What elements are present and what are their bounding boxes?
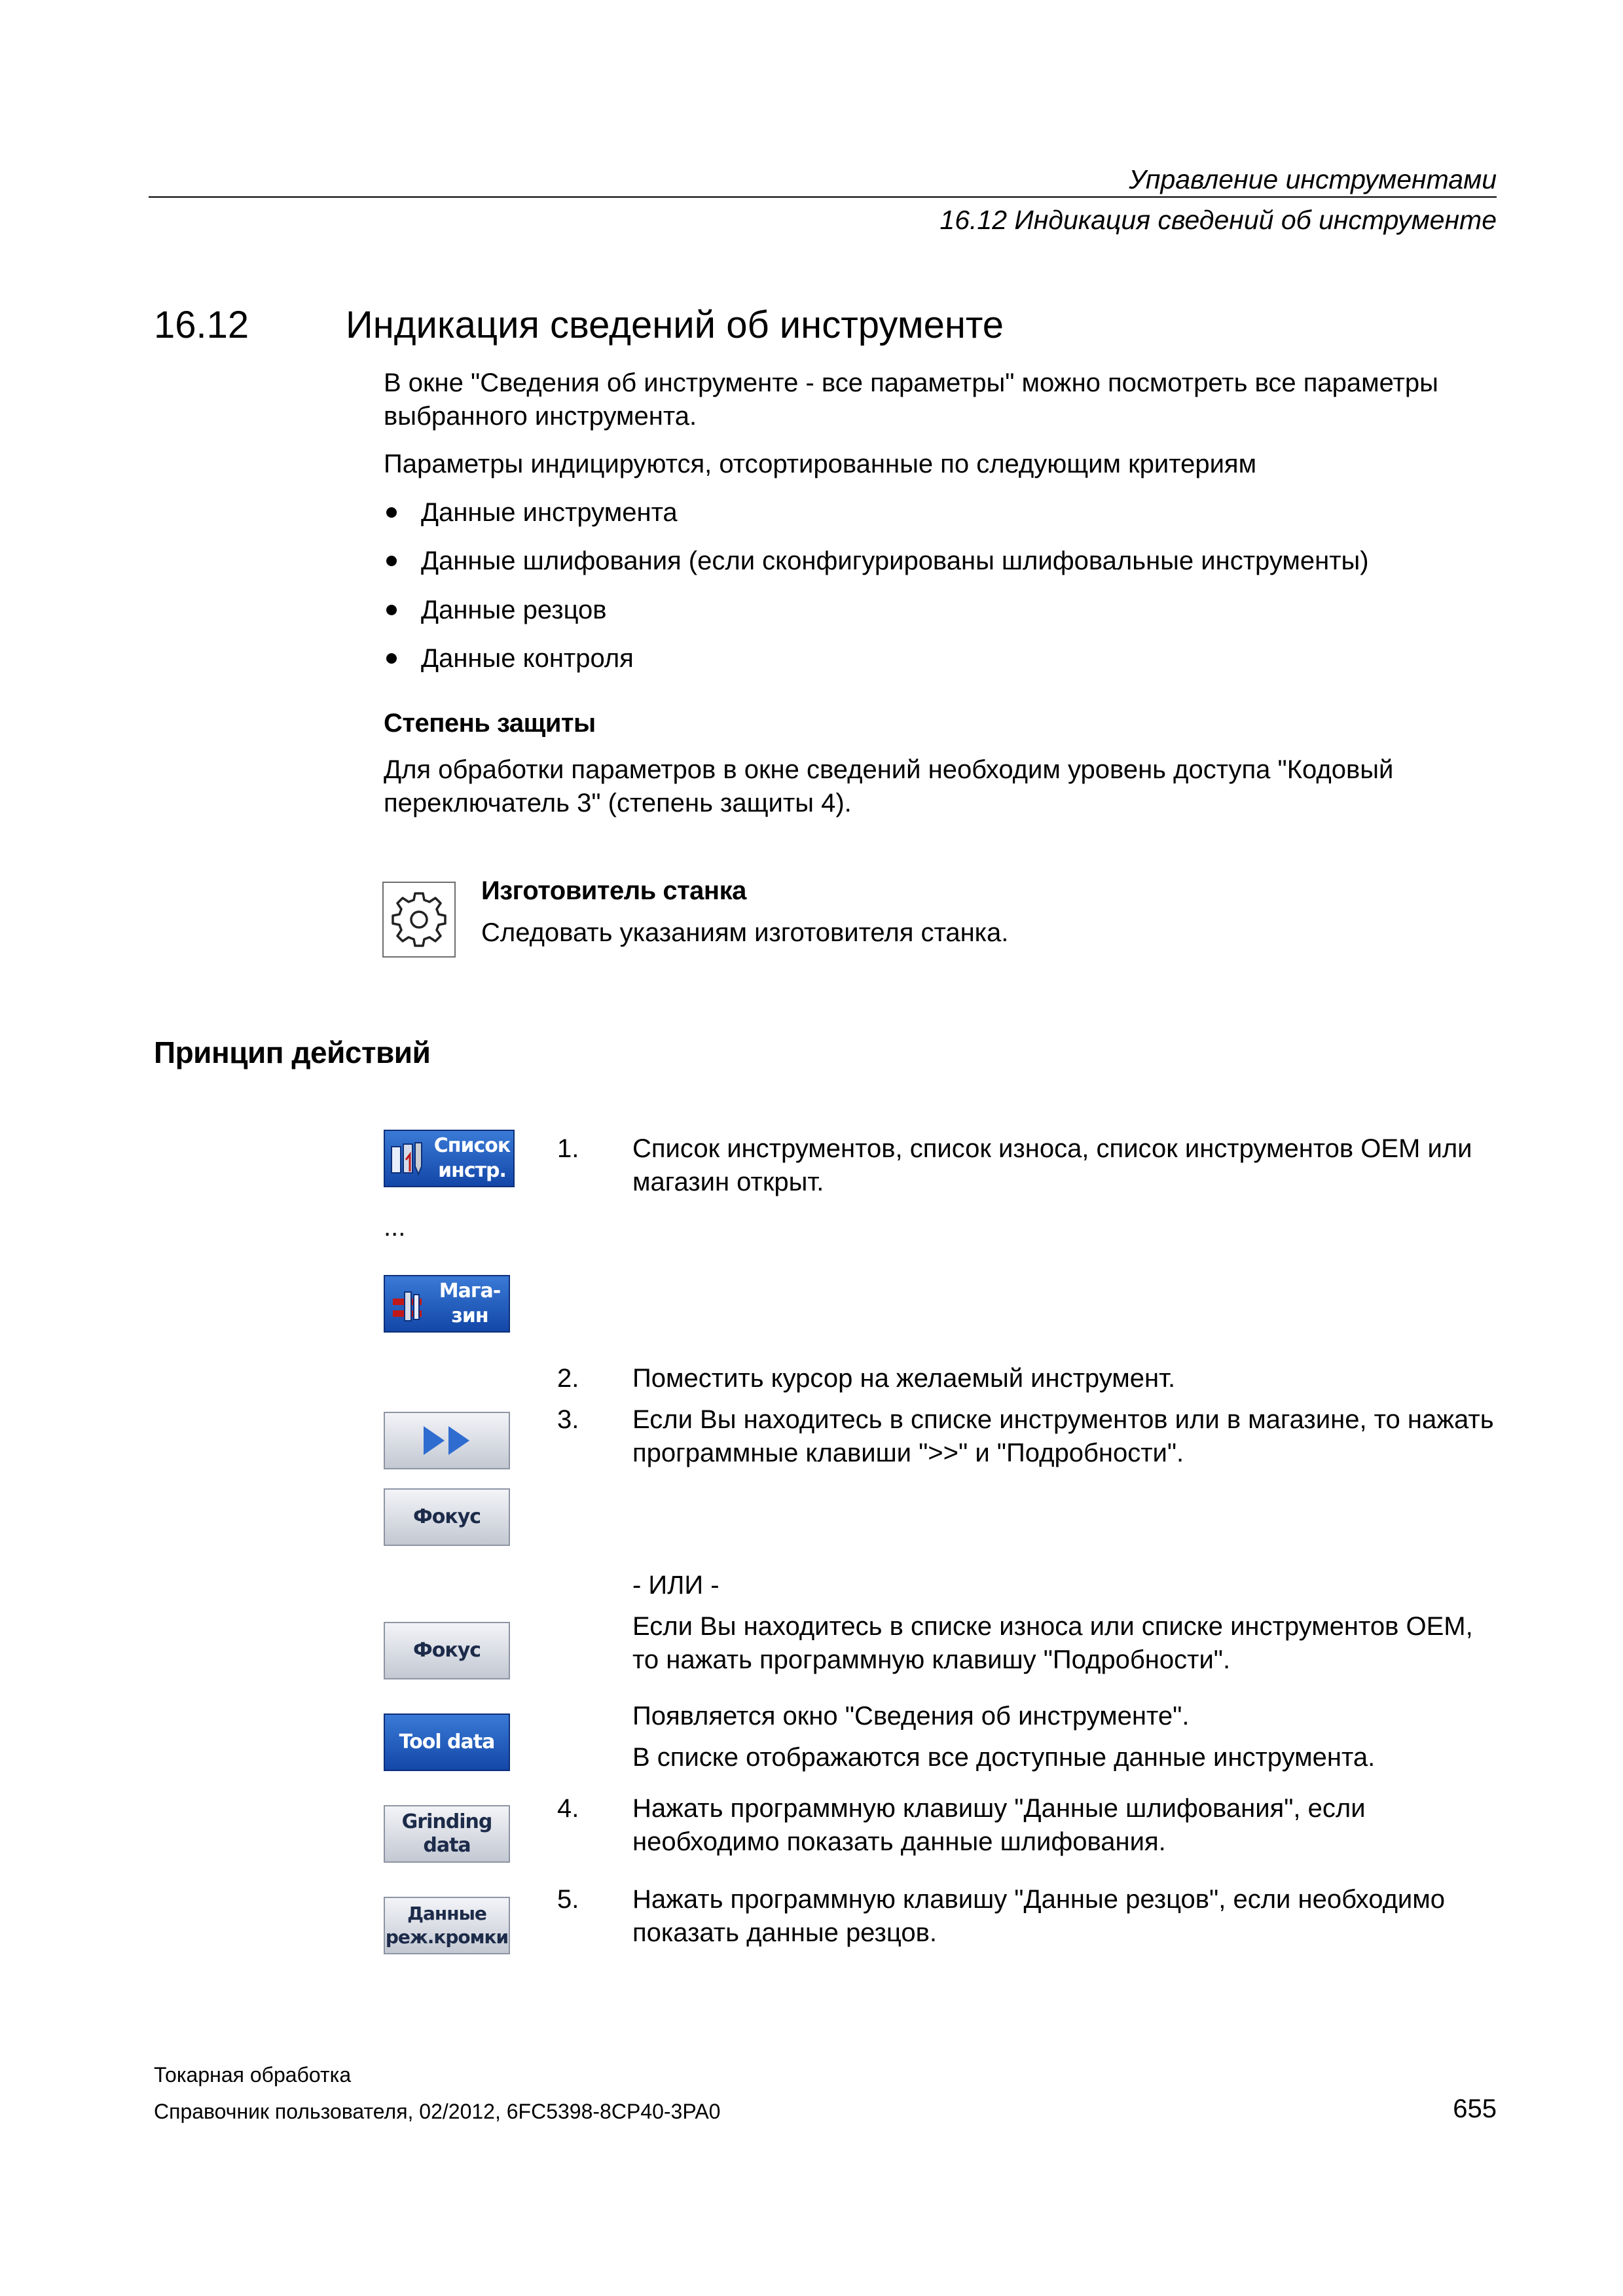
bullet-text: Данные инструмента: [421, 498, 678, 527]
protection-text: Для обработки параметров в окне сведений необходим уровень доступа "Кодовый переключатель 3" (степень защиты 4).: [384, 755, 1394, 817]
focus-softkey-label: Фокус: [412, 1639, 481, 1662]
step-result-text: В списке отображаются все доступные данные инструмента.: [632, 1743, 1376, 1772]
gear-icon: [382, 882, 456, 958]
tool-data-softkey[interactable]: [384, 1713, 510, 1771]
softkey-label-line: data: [423, 1834, 471, 1857]
footer-manual: Справочник пользователя, 02/2012, 6FC5398-8CP40-3PA0: [154, 2100, 721, 2123]
section-number: 16.12: [154, 304, 249, 346]
step-text: Если Вы находитесь в списке износа или списке инструментов OEM, то нажать программную клавишу "Подробности".: [632, 1612, 1473, 1674]
focus-softkey-label: Фокус: [412, 1505, 481, 1528]
step-text: Если Вы находитесь в списке инструментов или в магазине, то нажать программные клавиши ">>" и "Подробности".: [632, 1405, 1494, 1467]
step-number: 4.: [557, 1794, 579, 1823]
bullet-dot: [386, 507, 397, 518]
note-text: Следовать указаниям изготовителя станка.: [481, 918, 1009, 947]
softkey-label-line: Список: [433, 1134, 511, 1157]
double-arrow-right-icon: [420, 1424, 475, 1458]
step-number: 1.: [557, 1134, 579, 1163]
step-text: Список инструментов, список износа, список инструментов OEM или магазин открыт.: [632, 1134, 1472, 1196]
magazine-softkey-label: [433, 1282, 506, 1326]
grinding-data-softkey[interactable]: [384, 1805, 510, 1863]
running-header-chapter: Управление инструментами: [1129, 164, 1497, 194]
step-text: Нажать программную клавишу "Данные шлифования", если необходимо показать данные шлифования.: [632, 1794, 1366, 1856]
bullet-dot: [386, 556, 397, 566]
protection-heading: Степень защиты: [384, 709, 596, 738]
step-result-text: Появляется окно "Сведения об инструменте".: [632, 1702, 1190, 1731]
step-text: Нажать программную клавишу "Данные резцов", если необходимо показать данные резцов.: [632, 1885, 1446, 1947]
header-rule: [149, 196, 1497, 198]
running-header-section: 16.12 Индикация сведений об инструменте: [939, 205, 1497, 235]
tool-list-icon: [390, 1140, 431, 1179]
cutting-edge-data-softkey[interactable]: [384, 1897, 510, 1954]
softkey-label-line: реж.кромки: [385, 1926, 509, 1948]
softkey-label-line: Мага-: [439, 1280, 501, 1302]
next-softkey[interactable]: [384, 1412, 510, 1469]
softkey-label-line: инстр.: [438, 1159, 506, 1182]
intro-paragraph-2: Параметры индицируются, отсортированные по следующим критериям: [384, 450, 1257, 478]
tool-list-softkey[interactable]: [384, 1130, 515, 1187]
bullet-dot: [386, 653, 397, 664]
softkey-label-line: Данные: [407, 1903, 486, 1924]
ellipsis: ...: [384, 1213, 406, 1242]
procedure-heading: Принцип действий: [154, 1035, 431, 1069]
bullet-text: Данные шлифования (если сконфигурированы шлифовальные инструменты): [421, 547, 1369, 575]
note-title: Изготовитель станка: [481, 876, 746, 905]
bullet-text: Данные контроля: [421, 644, 634, 673]
softkey-label-line: Grinding: [401, 1810, 492, 1833]
focus-softkey[interactable]: [384, 1488, 510, 1546]
footer-product: Токарная обработка: [154, 2063, 352, 2087]
tool-list-softkey-label: [433, 1136, 511, 1181]
step-number: 2.: [557, 1364, 579, 1393]
or-separator: - ИЛИ -: [632, 1571, 720, 1600]
step-text: Поместить курсор на желаемый инструмент.: [632, 1364, 1176, 1393]
step-number: 5.: [557, 1885, 579, 1914]
focus-softkey[interactable]: [384, 1622, 510, 1679]
tool-data-softkey-label: Tool data: [399, 1731, 495, 1753]
page-number: 655: [1453, 2094, 1497, 2123]
step-number: 3.: [557, 1405, 579, 1434]
magazine-icon: [390, 1285, 431, 1325]
magazine-softkey[interactable]: [384, 1275, 510, 1333]
intro-paragraph-1: В окне "Сведения об инструменте - все параметры" можно посмотреть все параметры выбранного инструмента.: [384, 368, 1438, 431]
section-title: Индикация сведений об инструменте: [346, 304, 1004, 346]
bullet-text: Данные резцов: [421, 596, 607, 624]
softkey-label-line: зин: [451, 1304, 488, 1327]
bullet-dot: [386, 605, 397, 615]
